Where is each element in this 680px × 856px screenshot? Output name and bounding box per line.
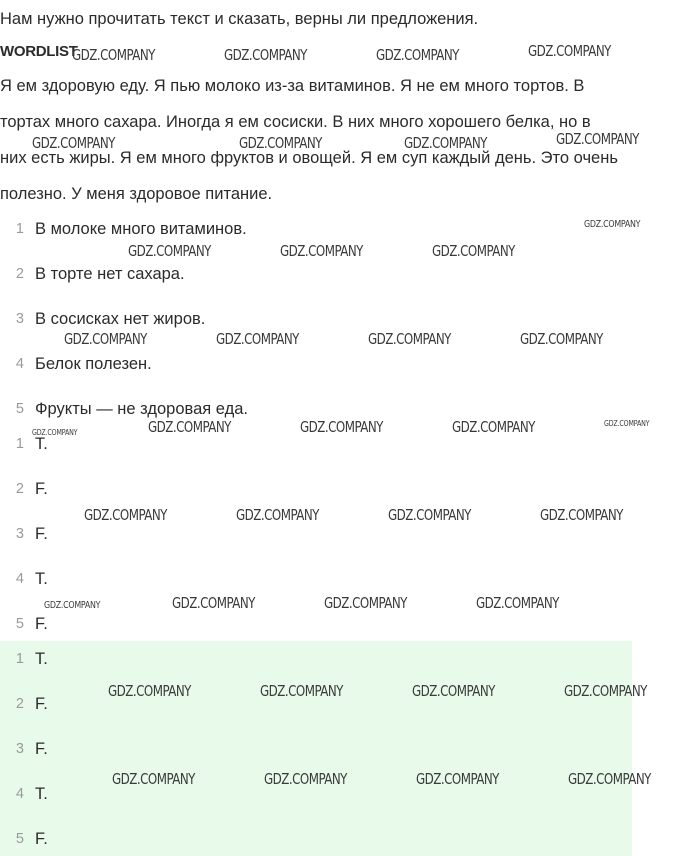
- answer-text: F.: [35, 480, 48, 498]
- item-number: 5: [15, 616, 24, 632]
- intro-text: Нам нужно прочитать текст и сказать, верны ли предложения.: [0, 10, 479, 28]
- watermark: GDZ.COMPANY: [432, 242, 515, 260]
- watermark: GDZ.COMPANY: [568, 770, 651, 788]
- answer-text: F.: [35, 740, 48, 758]
- statement-text: В сосисках нет жиров.: [35, 310, 206, 328]
- watermark: GDZ.COMPANY: [64, 330, 147, 348]
- item-number: 5: [15, 831, 24, 847]
- answer-text: F.: [35, 695, 48, 713]
- answer-text: T.: [35, 570, 48, 588]
- watermark: GDZ.COMPANY: [388, 506, 471, 524]
- item-number: 1: [15, 651, 24, 667]
- watermark: GDZ.COMPANY: [556, 130, 639, 148]
- watermark: GDZ.COMPANY: [216, 330, 299, 348]
- item-number: 4: [15, 571, 24, 587]
- item-number: 2: [15, 481, 24, 497]
- watermark: GDZ.COMPANY: [108, 682, 191, 700]
- watermark: GDZ.COMPANY: [368, 330, 451, 348]
- watermark: GDZ.COMPANY: [264, 770, 347, 788]
- watermark: GDZ.COMPANY: [172, 594, 255, 612]
- watermark: GDZ.COMPANY: [280, 242, 363, 260]
- watermark: GDZ.COMPANY: [44, 600, 101, 611]
- answer-text: T.: [35, 435, 48, 453]
- answer-text: T.: [35, 785, 48, 803]
- answer-text: F.: [35, 830, 48, 848]
- watermark: GDZ.COMPANY: [260, 682, 343, 700]
- statement-text: В торте нет сахара.: [35, 265, 185, 283]
- watermark: GDZ.COMPANY: [584, 219, 641, 230]
- wordlist-label: WORDLIST: [0, 43, 78, 60]
- highlighted-answer-box: [0, 641, 632, 856]
- watermark: GDZ.COMPANY: [84, 506, 167, 524]
- reading-text-line: тортах много сахара. Иногда я ем сосиски. В них много хорошего белка, но в: [0, 113, 591, 131]
- watermark: GDZ.COMPANY: [452, 418, 535, 436]
- statement-text: В молоке много витаминов.: [35, 220, 247, 238]
- statement-text: Фрукты — не здоровая еда.: [35, 400, 248, 418]
- watermark: GDZ.COMPANY: [239, 134, 322, 152]
- watermark: GDZ.COMPANY: [540, 506, 623, 524]
- watermark: GDZ.COMPANY: [564, 682, 647, 700]
- item-number: 3: [15, 741, 24, 757]
- watermark: GDZ.COMPANY: [148, 418, 231, 436]
- item-number: 3: [15, 526, 24, 542]
- watermark: GDZ.COMPANY: [376, 46, 459, 64]
- item-number: 5: [15, 401, 24, 417]
- watermark: GDZ.COMPANY: [404, 134, 487, 152]
- watermark: GDZ.COMPANY: [324, 594, 407, 612]
- watermark: GDZ.COMPANY: [528, 42, 611, 60]
- item-number: 2: [15, 696, 24, 712]
- statement-text: Белок полезен.: [35, 355, 152, 373]
- watermark: GDZ.COMPANY: [224, 46, 307, 64]
- watermark: GDZ.COMPANY: [112, 770, 195, 788]
- item-number: 1: [15, 221, 24, 237]
- watermark: GDZ.COMPANY: [32, 428, 78, 437]
- watermark: GDZ.COMPANY: [128, 242, 211, 260]
- item-number: 4: [15, 786, 24, 802]
- item-number: 4: [15, 356, 24, 372]
- answer-text: F.: [35, 615, 48, 633]
- watermark: GDZ.COMPANY: [236, 506, 319, 524]
- reading-text-line: них есть жиры. Я ем много фруктов и овощей. Я ем суп каждый день. Это очень: [0, 149, 618, 167]
- watermark: GDZ.COMPANY: [476, 594, 559, 612]
- watermark: GDZ.COMPANY: [604, 419, 650, 428]
- item-number: 3: [15, 311, 24, 327]
- answer-text: T.: [35, 650, 48, 668]
- watermark: GDZ.COMPANY: [416, 770, 499, 788]
- answer-text: F.: [35, 525, 48, 543]
- watermark: GDZ.COMPANY: [72, 46, 155, 64]
- reading-text-line: полезно. У меня здоровое питание.: [0, 185, 273, 203]
- reading-text-line: Я ем здоровую еду. Я пью молоко из-за витаминов. Я не ем много тортов. В: [0, 77, 585, 95]
- watermark: GDZ.COMPANY: [32, 134, 115, 152]
- watermark: GDZ.COMPANY: [412, 682, 495, 700]
- item-number: 2: [15, 266, 24, 282]
- watermark: GDZ.COMPANY: [520, 330, 603, 348]
- item-number: 1: [15, 436, 24, 452]
- watermark: GDZ.COMPANY: [300, 418, 383, 436]
